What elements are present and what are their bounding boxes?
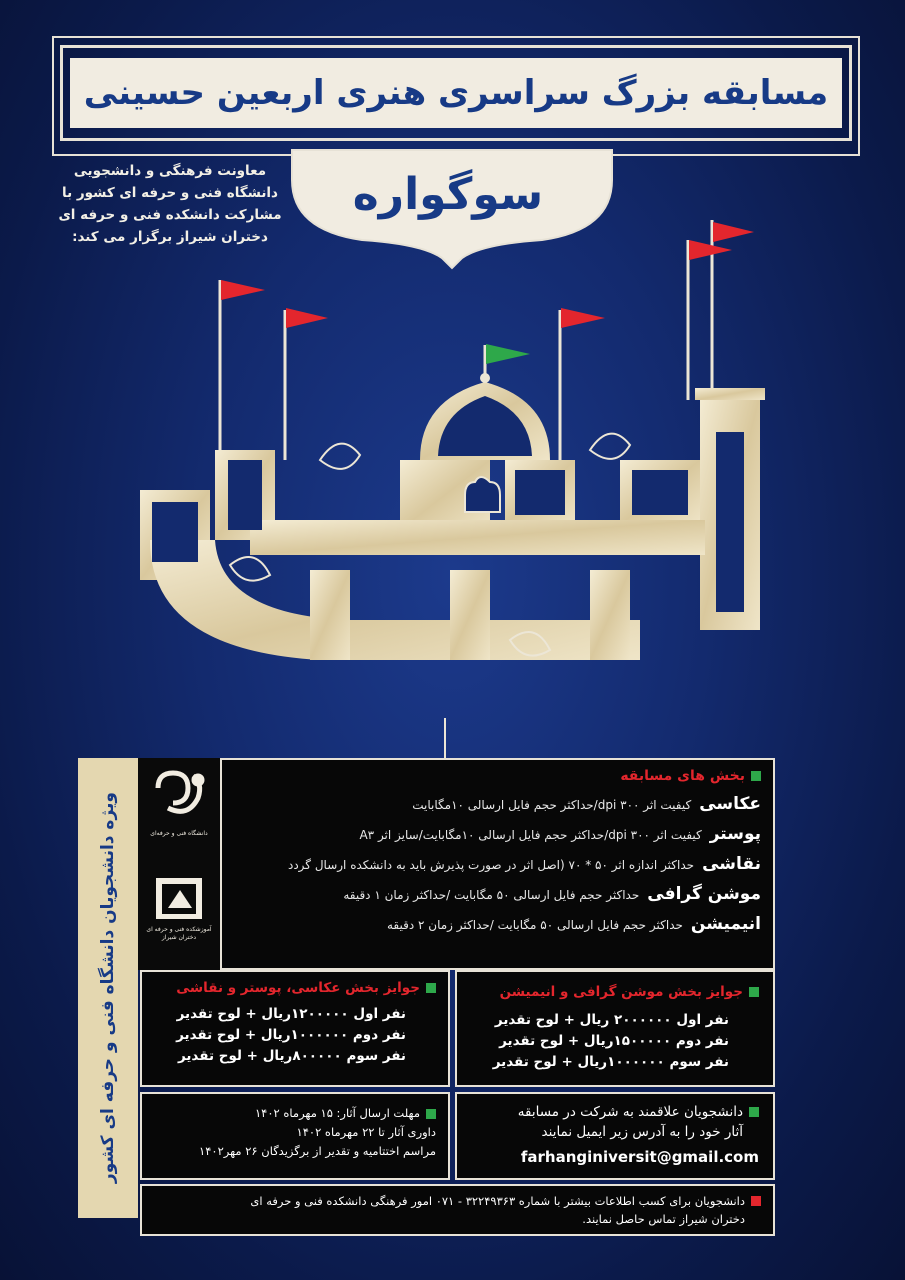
contact-line: آثار خود را به آدرس زیر ایمیل نمایند bbox=[541, 1124, 743, 1140]
calligraphy-word bbox=[140, 450, 705, 660]
date-line: مراسم اختتامیه و تقدیر از برگزیدگان ۲۶ مهر۱۴۰۲ bbox=[199, 1144, 436, 1158]
date-text: مهلت ارسال آثار: ۱۵ مهرماه ۱۴۰۲ bbox=[255, 1106, 420, 1120]
contact-email[interactable]: farhanginiversit@gmail.com bbox=[520, 1148, 759, 1166]
footer-line bbox=[150, 1192, 761, 1210]
organizer-line: دختران شیراز برگزار می کند: bbox=[72, 229, 268, 245]
footer-box bbox=[140, 1184, 775, 1236]
green-bullet-icon bbox=[751, 771, 761, 781]
section-item bbox=[232, 914, 761, 934]
organizer-line: مشارکت دانشکده فنی و حرفه ای bbox=[58, 207, 282, 223]
competition-sections bbox=[220, 758, 775, 970]
contact-line bbox=[465, 1102, 759, 1122]
logos-column bbox=[138, 758, 220, 970]
college-logo-icon bbox=[156, 878, 202, 919]
contact-box bbox=[455, 1092, 775, 1180]
prize-line: نفر اول ۱۲۰۰۰۰۰ریال + لوح تقدیر bbox=[176, 1006, 406, 1022]
prizes-motion-heading: جوایز بخش موشن گرافی و انیمیشن bbox=[499, 984, 743, 1000]
main-title: مسابقه بزرگ سراسری هنری اربعین حسینی bbox=[70, 58, 842, 128]
section-desc: کیفیت اثر dpi ۳۰۰/حداکثر حجم فایل ارسالی ۱۰مگابایت/سایز اثر A۳ bbox=[359, 828, 702, 842]
section-name: عکاسی bbox=[699, 794, 761, 814]
section-item bbox=[232, 854, 761, 874]
section-item bbox=[232, 824, 761, 844]
section-item bbox=[232, 884, 761, 904]
red-flag-icon bbox=[561, 308, 605, 328]
section-desc: حداکثر حجم فایل ارسالی ۵۰ مگابایت /حداکثر زمان ۲ دقیقه bbox=[386, 918, 683, 932]
date-line: داوری آثار تا ۲۲ مهرماه ۱۴۰۲ bbox=[296, 1125, 436, 1139]
red-bullet-icon bbox=[751, 1196, 761, 1206]
red-flag-icon bbox=[221, 280, 265, 300]
side-banner bbox=[78, 758, 138, 1218]
prizes-photo-heading-row bbox=[152, 980, 436, 996]
section-name: نقاشی bbox=[702, 854, 761, 874]
footer-line: دختران شیراز تماس حاصل نمایند. bbox=[582, 1212, 745, 1226]
section-desc: حداکثر اندازه اثر ۵۰ * ۷۰ (اصل اثر در صورت پذیرش باید به دانشکده ارسال گردد bbox=[287, 858, 695, 872]
contact-text: دانشجویان علاقمند به شرکت در مسابقه bbox=[517, 1104, 743, 1120]
arch-icon bbox=[465, 477, 500, 512]
organizer-line: دانشگاه فنی و حرفه ای کشور با bbox=[62, 185, 278, 201]
sections-heading: بخش های مسابقه bbox=[620, 768, 745, 784]
section-item bbox=[232, 794, 761, 814]
prize-line: نفر دوم ۱۵۰۰۰۰۰ریال + لوح تقدیر bbox=[499, 1033, 729, 1049]
section-desc: حداکثر حجم فایل ارسالی ۵۰ مگابایت /حداکثر زمان ۱ دقیقه bbox=[343, 888, 640, 902]
prizes-photo-box bbox=[140, 970, 450, 1087]
prizes-motion-box bbox=[455, 970, 775, 1087]
section-desc: کیفیت اثر dpi ۳۰۰/حداکثر حجم فایل ارسالی ۱۰مگابایت bbox=[412, 798, 692, 812]
side-banner-text: ویژه دانشجویان دانشگاه فنی و حرفه ای کشور bbox=[98, 792, 118, 1184]
university-logo-icon bbox=[158, 773, 202, 811]
college-logo-caption: آموزشکده فنی و حرفه ای دختران شیراز bbox=[146, 926, 212, 941]
prizes-photo-heading: جوایز بخش عکاسی، پوستر و نقاشی bbox=[176, 980, 420, 996]
green-bullet-icon bbox=[749, 987, 759, 997]
prize-line: نفر سوم ۸۰۰۰۰۰ریال + لوح تقدیر bbox=[177, 1048, 406, 1064]
red-flag-icon bbox=[286, 308, 328, 328]
red-flag-icon bbox=[713, 222, 754, 242]
green-bullet-icon bbox=[749, 1107, 759, 1117]
prize-line: نفر سوم ۱۰۰۰۰۰۰ریال + لوح تقدیر bbox=[492, 1054, 729, 1070]
dates-box bbox=[140, 1092, 450, 1180]
subtitle: سوگواره bbox=[352, 168, 544, 220]
green-bullet-icon bbox=[426, 1109, 436, 1119]
date-line bbox=[150, 1104, 436, 1123]
arbaeen-calligraphy-artwork bbox=[120, 220, 800, 760]
section-name: انیمیشن bbox=[690, 914, 761, 934]
prize-line: نفر دوم ۱۰۰۰۰۰۰ریال + لوح تقدیر bbox=[176, 1027, 406, 1043]
green-bullet-icon bbox=[426, 983, 436, 993]
prize-line: نفر اول ۲۰۰۰۰۰۰ ریال + لوح تقدیر bbox=[494, 1012, 729, 1028]
organizer-line: معاونت فرهنگی و دانشجویی bbox=[73, 163, 267, 179]
section-name: موشن گرافی bbox=[647, 884, 761, 904]
footer-text: دانشجویان برای کسب اطلاعات بیشتر با شماره ۳۲۲۴۹۳۶۳ - ۰۷۱ امور فرهنگی دانشکده فنی و حرفه ای bbox=[250, 1194, 745, 1208]
section-name: پوستر bbox=[709, 824, 761, 844]
green-flag-icon bbox=[486, 344, 530, 364]
sections-heading-row bbox=[232, 768, 761, 784]
university-logo-caption: دانشگاه فنی و حرفه‌ای bbox=[150, 830, 208, 837]
prizes-motion-heading-row bbox=[467, 984, 759, 1000]
